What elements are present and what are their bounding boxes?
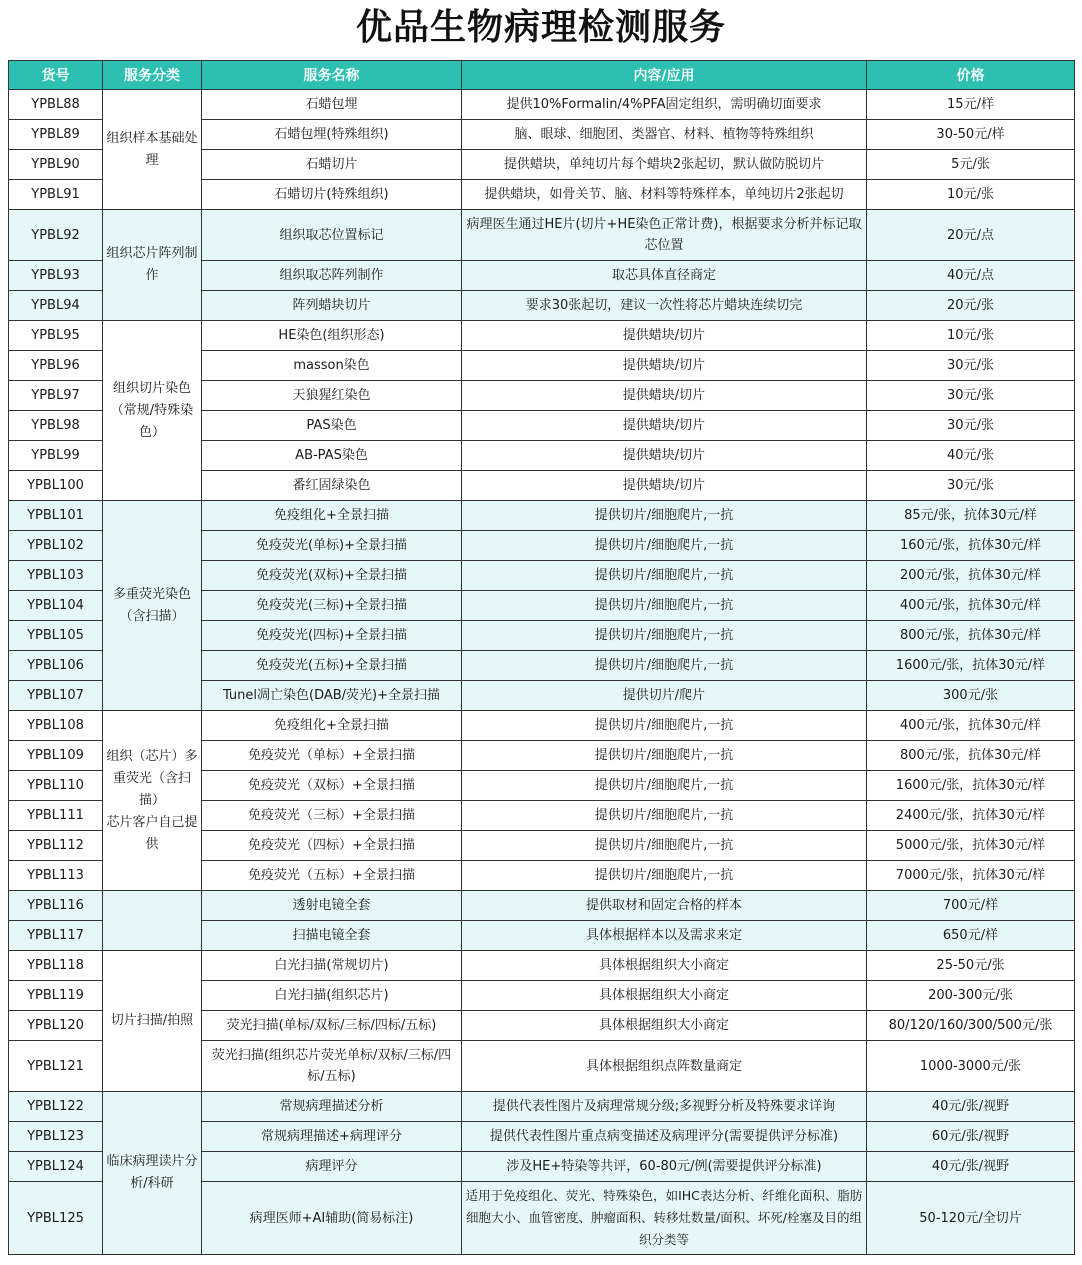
cell-price: 400元/张，抗体30元/样 [867,711,1075,741]
cell-code: YPBL98 [9,411,103,441]
cell-name: PAS染色 [202,411,462,441]
cell-code: YPBL102 [9,531,103,561]
cell-code: YPBL107 [9,681,103,711]
cell-content: 提供蜡块/切片 [462,351,867,381]
page-title: 优品生物病理检测服务 [355,7,726,48]
cell-price: 40元/张/视野 [867,1092,1075,1122]
cell-content: 病理医生通过HE片(切片+HE染色正常计费)，根据要求分析并标记取芯位置 [462,210,867,261]
cell-price: 40元/张/视野 [867,1152,1075,1182]
cell-name: Tunel凋亡染色(DAB/荧光)+全景扫描 [202,681,462,711]
cell-code: YPBL121 [9,1041,103,1092]
cell-price: 30元/张 [867,381,1075,411]
cell-content: 提供切片/细胞爬片,一抗 [462,651,867,681]
table-row [9,951,1075,981]
cell-price: 30-50元/样 [867,120,1075,150]
cell-content: 提供切片/细胞爬片,一抗 [462,741,867,771]
cell-name: 病理医师+AI辅助(简易标注) [202,1182,462,1255]
cell-category: 临床病理读片分析/科研 [103,1092,202,1255]
cell-code: YPBL112 [9,831,103,861]
cell-code: YPBL99 [9,441,103,471]
cell-content: 提供蜡块，如骨关节、脑、材料等特殊样本，单纯切片2张起切 [462,180,867,210]
table-row [9,321,1075,351]
cell-price: 10元/张 [867,180,1075,210]
cell-name: AB-PAS染色 [202,441,462,471]
cell-content: 提供代表性图片重点病变描述及病理评分(需要提供评分标准) [462,1122,867,1152]
cell-content: 提供蜡块/切片 [462,441,867,471]
cell-content: 提供蜡块，单纯切片每个蜡块2张起切，默认做防脱切片 [462,150,867,180]
table-row [9,711,1075,741]
cell-content: 提供切片/爬片 [462,681,867,711]
header-price: 价格 [867,61,1075,90]
cell-price: 700元/样 [867,891,1075,921]
cell-price: 7000元/张，抗体30元/样 [867,861,1075,891]
cell-name: 荧光扫描(单标/双标/三标/四标/五标) [202,1011,462,1041]
cell-price: 40元/张 [867,441,1075,471]
cell-price: 85元/张，抗体30元/样 [867,501,1075,531]
cell-code: YPBL96 [9,351,103,381]
table-row [9,1092,1075,1122]
cell-code: YPBL109 [9,741,103,771]
cell-content: 提供切片/细胞爬片,一抗 [462,831,867,861]
cell-name: 天狼猩红染色 [202,381,462,411]
cell-category: 组织样本基础处理 [103,90,202,210]
cell-name: 组织取芯阵列制作 [202,261,462,291]
cell-price: 1000-3000元/张 [867,1041,1075,1092]
cell-content: 提供蜡块/切片 [462,381,867,411]
cell-category: 切片扫描/拍照 [103,951,202,1092]
cell-content: 具体根据组织大小商定 [462,951,867,981]
cell-code: YPBL105 [9,621,103,651]
cell-name: HE染色(组织形态) [202,321,462,351]
cell-code: YPBL119 [9,981,103,1011]
cell-name: 免疫荧光（单标）+全景扫描 [202,741,462,771]
cell-code: YPBL117 [9,921,103,951]
cell-code: YPBL116 [9,891,103,921]
cell-code: YPBL122 [9,1092,103,1122]
cell-content: 提供蜡块/切片 [462,321,867,351]
cell-code: YPBL111 [9,801,103,831]
cell-name: masson染色 [202,351,462,381]
cell-price: 800元/张，抗体30元/样 [867,741,1075,771]
cell-code: YPBL103 [9,561,103,591]
cell-category: 组织切片染色（常规/特殊染色） [103,321,202,501]
header-name: 服务名称 [202,61,462,90]
cell-content: 提供切片/细胞爬片,一抗 [462,531,867,561]
cell-name: 免疫荧光（双标）+全景扫描 [202,771,462,801]
cell-name: 荧光扫描(组织芯片荧光单标/双标/三标/四标/五标) [202,1041,462,1092]
cell-price: 30元/张 [867,411,1075,441]
cell-price: 15元/样 [867,90,1075,120]
cell-name: 免疫荧光(五标)+全景扫描 [202,651,462,681]
cell-code: YPBL93 [9,261,103,291]
cell-content: 适用于免疫组化、荧光、特殊染色，如IHC表达分析、纤维化面积、脂肪细胞大小、血管密度、肿瘤面积、转移灶数量/面积、坏死/栓塞及目的组织分类等 [462,1182,867,1255]
cell-content: 提供蜡块/切片 [462,411,867,441]
cell-content: 提供取材和固定合格的样本 [462,891,867,921]
cell-code: YPBL118 [9,951,103,981]
cell-name: 透射电镜全套 [202,891,462,921]
cell-content: 具体根据组织大小商定 [462,1011,867,1041]
cell-content: 提供代表性图片及病理常规分级;多视野分析及特殊要求详询 [462,1092,867,1122]
cell-price: 40元/点 [867,261,1075,291]
cell-content: 具体根据组织大小商定 [462,981,867,1011]
cell-code: YPBL90 [9,150,103,180]
cell-price: 200-300元/张 [867,981,1075,1011]
cell-name: 免疫组化+全景扫描 [202,711,462,741]
cell-code: YPBL89 [9,120,103,150]
cell-code: YPBL124 [9,1152,103,1182]
cell-price: 20元/点 [867,210,1075,261]
cell-content: 提供切片/细胞爬片,一抗 [462,801,867,831]
cell-name: 白光扫描(常规切片) [202,951,462,981]
cell-price: 1600元/张，抗体30元/样 [867,771,1075,801]
header-code: 货号 [9,61,103,90]
cell-content: 涉及HE+特染等共评，60-80元/例(需要提供评分标准) [462,1152,867,1182]
header-category: 服务分类 [103,61,202,90]
cell-name: 组织取芯位置标记 [202,210,462,261]
cell-content: 提供切片/细胞爬片,一抗 [462,771,867,801]
cell-price: 50-120元/全切片 [867,1182,1075,1255]
cell-name: 石蜡切片(特殊组织) [202,180,462,210]
cell-price: 5元/张 [867,150,1075,180]
cell-code: YPBL101 [9,501,103,531]
cell-code: YPBL104 [9,591,103,621]
cell-name: 免疫荧光(双标)+全景扫描 [202,561,462,591]
cell-price: 400元/张，抗体30元/样 [867,591,1075,621]
cell-code: YPBL92 [9,210,103,261]
cell-code: YPBL108 [9,711,103,741]
cell-name: 免疫组化+全景扫描 [202,501,462,531]
cell-price: 80/120/160/300/500元/张 [867,1011,1075,1041]
cell-price: 25-50元/张 [867,951,1075,981]
cell-category: 多重荧光染色（含扫描） [103,501,202,711]
cell-price: 300元/张 [867,681,1075,711]
cell-content: 具体根据组织点阵数量商定 [462,1041,867,1092]
cell-name: 免疫荧光(三标)+全景扫描 [202,591,462,621]
cell-category [103,891,202,951]
table-row [9,90,1075,120]
cell-code: YPBL100 [9,471,103,501]
cell-content: 取芯具体直径商定 [462,261,867,291]
cell-code: YPBL95 [9,321,103,351]
table-row [9,501,1075,531]
cell-content: 脑、眼球、细胞团、类器官、材料、植物等特殊组织 [462,120,867,150]
cell-name: 常规病理描述+病理评分 [202,1122,462,1152]
cell-name: 石蜡包埋 [202,90,462,120]
cell-name: 石蜡切片 [202,150,462,180]
cell-category: 组织（芯片）多重荧光（含扫描） 芯片客户自己提供 [103,711,202,891]
cell-content: 具体根据样本以及需求来定 [462,921,867,951]
cell-price: 5000元/张，抗体30元/样 [867,831,1075,861]
cell-code: YPBL120 [9,1011,103,1041]
header-content: 内容/应用 [462,61,867,90]
cell-name: 番红固绿染色 [202,471,462,501]
cell-content: 提供切片/细胞爬片,一抗 [462,591,867,621]
cell-name: 免疫荧光（三标）+全景扫描 [202,801,462,831]
cell-price: 30元/张 [867,471,1075,501]
cell-code: YPBL110 [9,771,103,801]
cell-code: YPBL113 [9,861,103,891]
cell-price: 2400元/张，抗体30元/样 [867,801,1075,831]
table-header-row [9,61,1075,90]
cell-code: YPBL97 [9,381,103,411]
cell-content: 提供10%Formalin/4%PFA固定组织，需明确切面要求 [462,90,867,120]
cell-price: 650元/样 [867,921,1075,951]
cell-category: 组织芯片阵列制作 [103,210,202,321]
cell-code: YPBL123 [9,1122,103,1152]
cell-code: YPBL94 [9,291,103,321]
cell-price: 10元/张 [867,321,1075,351]
cell-name: 石蜡包埋(特殊组织) [202,120,462,150]
cell-code: YPBL106 [9,651,103,681]
cell-price: 200元/张，抗体30元/样 [867,561,1075,591]
cell-content: 提供切片/细胞爬片,一抗 [462,561,867,591]
cell-content: 提供切片/细胞爬片,一抗 [462,861,867,891]
cell-name: 免疫荧光（四标）+全景扫描 [202,831,462,861]
price-table [8,60,1075,1255]
cell-name: 病理评分 [202,1152,462,1182]
cell-content: 提供切片/细胞爬片,一抗 [462,711,867,741]
cell-name: 阵列蜡块切片 [202,291,462,321]
cell-name: 免疫荧光（五标）+全景扫描 [202,861,462,891]
cell-price: 1600元/张，抗体30元/样 [867,651,1075,681]
table-row [9,891,1075,921]
cell-name: 常规病理描述分析 [202,1092,462,1122]
cell-name: 扫描电镜全套 [202,921,462,951]
cell-price: 30元/张 [867,351,1075,381]
cell-name: 免疫荧光(单标)+全景扫描 [202,531,462,561]
cell-name: 免疫荧光(四标)+全景扫描 [202,621,462,651]
cell-content: 要求30张起切，建议一次性将芯片蜡块连续切完 [462,291,867,321]
cell-code: YPBL125 [9,1182,103,1255]
table-row [9,210,1075,261]
cell-content: 提供蜡块/切片 [462,471,867,501]
cell-price: 160元/张，抗体30元/样 [867,531,1075,561]
cell-name: 白光扫描(组织芯片) [202,981,462,1011]
cell-code: YPBL88 [9,90,103,120]
cell-price: 800元/张，抗体30元/样 [867,621,1075,651]
cell-price: 60元/张/视野 [867,1122,1075,1152]
cell-content: 提供切片/细胞爬片,一抗 [462,621,867,651]
cell-code: YPBL91 [9,180,103,210]
table-body [9,90,1075,1255]
cell-price: 20元/张 [867,291,1075,321]
cell-content: 提供切片/细胞爬片,一抗 [462,501,867,531]
